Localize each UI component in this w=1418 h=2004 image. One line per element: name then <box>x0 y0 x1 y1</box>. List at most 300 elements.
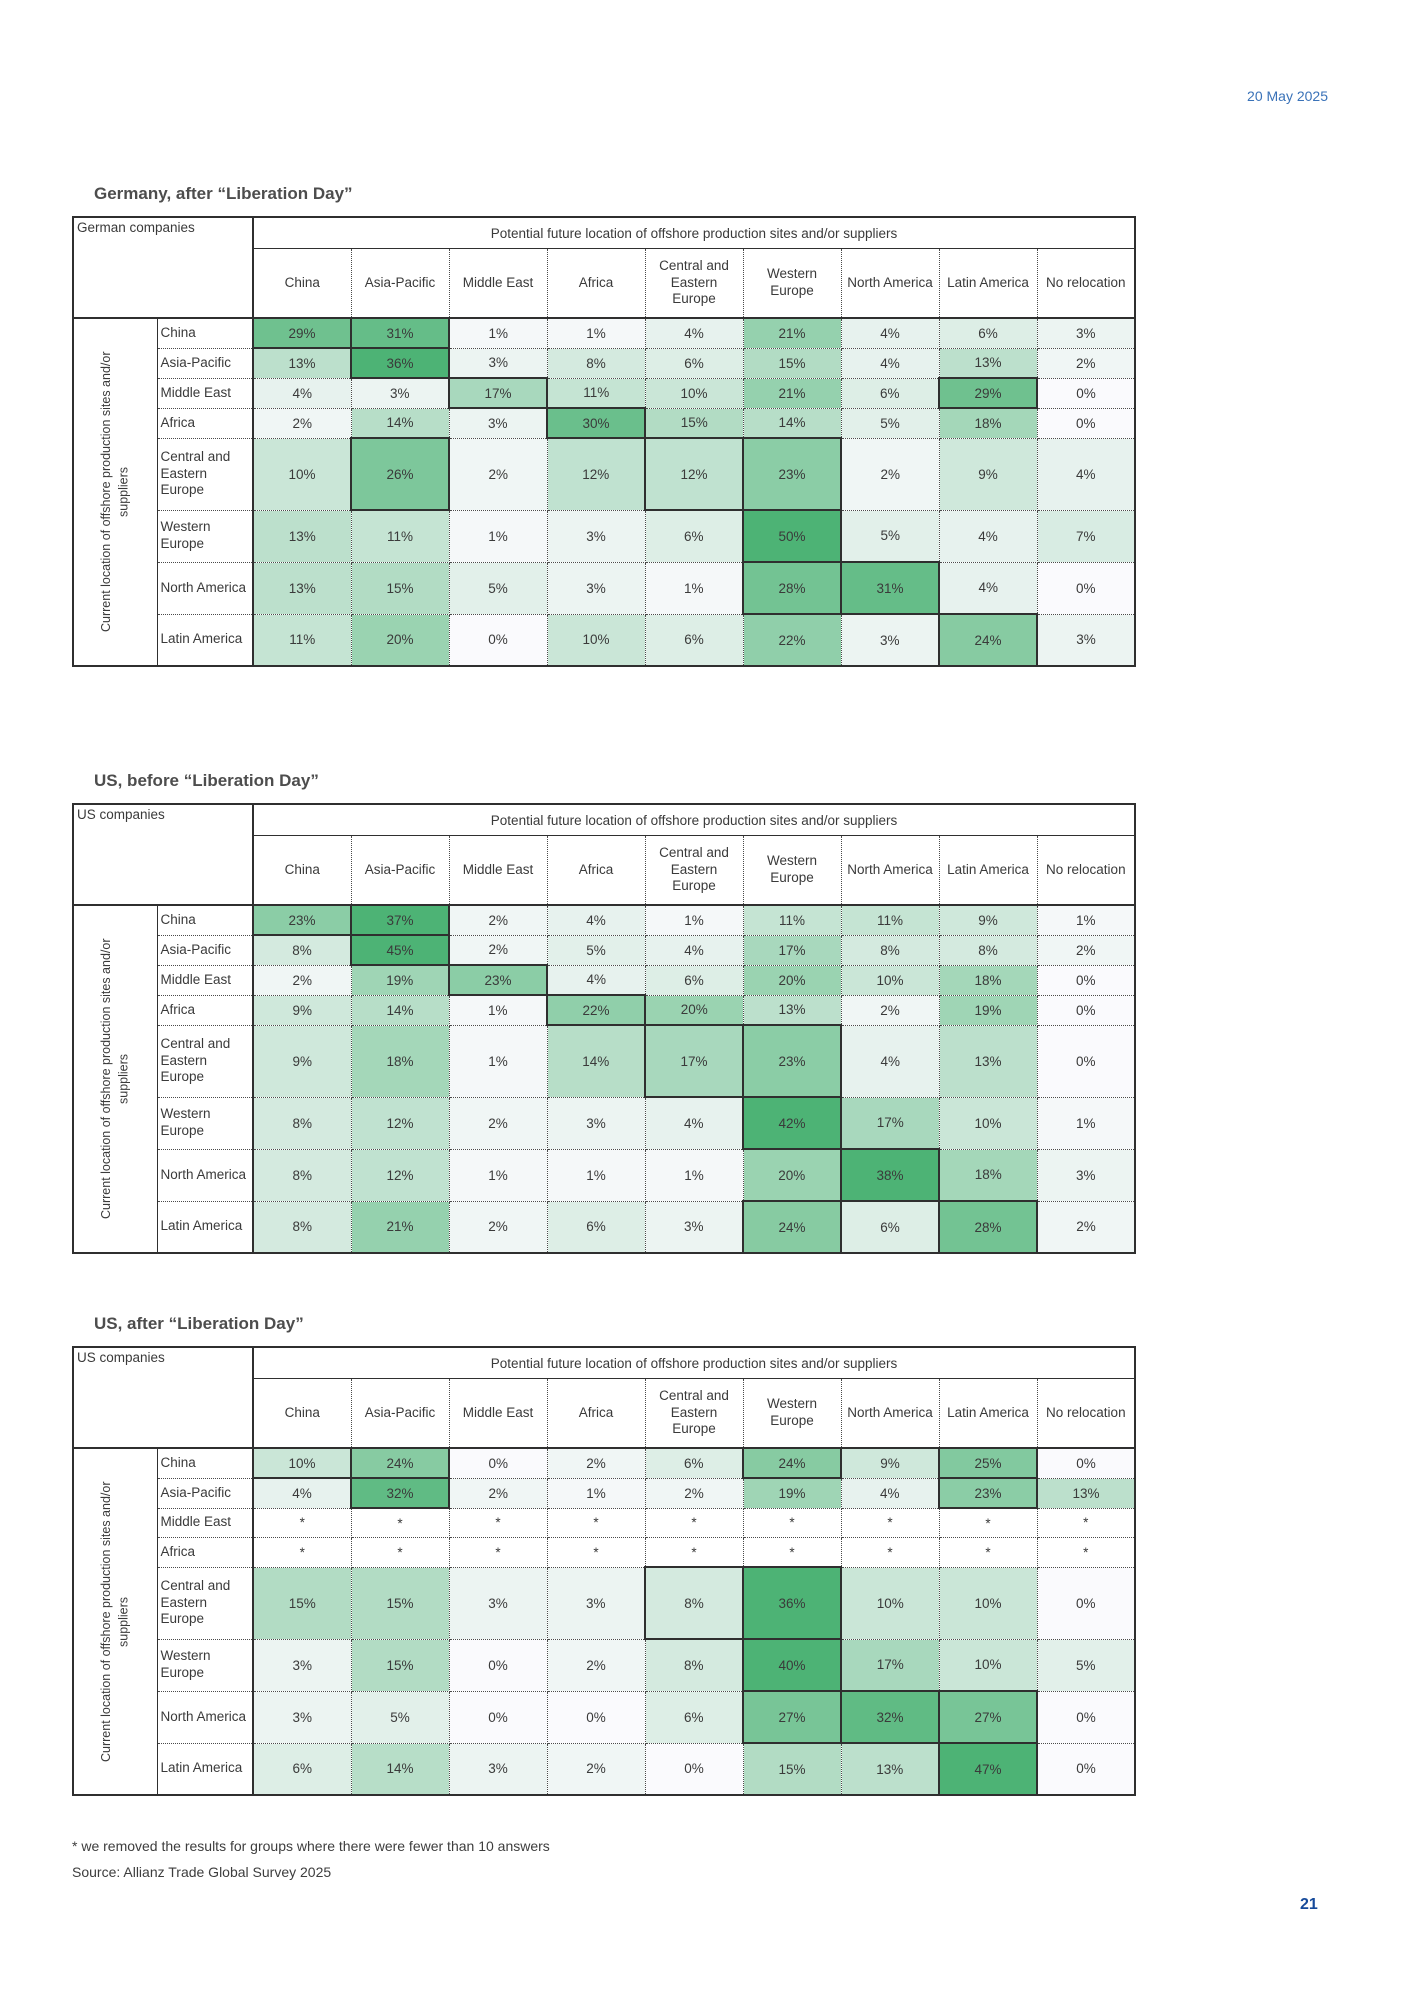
heat-cell: 13% <box>1037 1478 1135 1508</box>
heat-cell: 2% <box>449 1478 547 1508</box>
table-row <box>73 348 1135 378</box>
heat-cell: 22% <box>547 995 645 1025</box>
table-row <box>73 1691 1135 1743</box>
heatmap-grid <box>72 216 1136 667</box>
table-title-germany-after: Germany, after “Liberation Day” <box>94 184 353 203</box>
table-row <box>73 1567 1135 1639</box>
heat-cell: 17% <box>841 1639 939 1691</box>
heat-cell: 13% <box>743 995 841 1025</box>
column-header: North America <box>841 1379 939 1449</box>
table-row <box>73 438 1135 510</box>
heat-cell: 0% <box>547 1691 645 1743</box>
heat-cell: 10% <box>253 438 351 510</box>
page-number: 21 <box>1300 1896 1318 1913</box>
heat-cell: 2% <box>1037 935 1135 965</box>
heat-cell: 28% <box>939 1201 1037 1253</box>
row-label: Western Europe <box>157 1097 253 1149</box>
heat-cell: 14% <box>351 995 449 1025</box>
column-header: Asia-Pacific <box>351 836 449 906</box>
heat-cell: 27% <box>939 1691 1037 1743</box>
row-label: Latin America <box>157 1743 253 1795</box>
heat-cell: 9% <box>939 905 1037 935</box>
column-header: Latin America <box>939 1379 1037 1449</box>
column-header: Asia-Pacific <box>351 1379 449 1449</box>
column-header: Western Europe <box>743 836 841 906</box>
heat-cell: 12% <box>547 438 645 510</box>
row-label: Asia-Pacific <box>157 348 253 378</box>
table-row <box>73 1478 1135 1508</box>
row-label: North America <box>157 1149 253 1201</box>
heat-cell: 18% <box>939 408 1037 438</box>
heat-cell: 0% <box>1037 1743 1135 1795</box>
heat-cell: 3% <box>1037 1149 1135 1201</box>
heat-cell: 2% <box>253 965 351 995</box>
heat-cell: 3% <box>547 562 645 614</box>
heat-cell: 4% <box>645 935 743 965</box>
heat-cell: 3% <box>547 1567 645 1639</box>
heat-cell: * <box>449 1508 547 1538</box>
heat-cell: 8% <box>547 348 645 378</box>
table-row <box>73 1149 1135 1201</box>
heat-cell: 13% <box>939 348 1037 378</box>
heatmap-table-germany-after <box>72 216 1136 667</box>
column-header: Middle East <box>449 836 547 906</box>
heat-cell: 4% <box>939 510 1037 562</box>
heat-cell: 6% <box>645 614 743 666</box>
heat-cell: 1% <box>449 510 547 562</box>
heat-cell: 2% <box>449 935 547 965</box>
heat-cell: 20% <box>645 995 743 1025</box>
heat-cell: 15% <box>351 1567 449 1639</box>
heat-cell: 4% <box>841 1025 939 1097</box>
heat-cell: 2% <box>253 408 351 438</box>
heat-cell: 6% <box>645 965 743 995</box>
corner-label: US companies <box>73 804 253 905</box>
heat-cell: 13% <box>841 1743 939 1795</box>
column-header: No relocation <box>1037 249 1135 319</box>
row-label: China <box>157 905 253 935</box>
heat-cell: 6% <box>645 1691 743 1743</box>
heat-cell: 6% <box>939 318 1037 348</box>
heat-cell: 9% <box>253 1025 351 1097</box>
heat-cell: 24% <box>351 1448 449 1478</box>
heat-cell: 28% <box>743 562 841 614</box>
heat-cell: 2% <box>1037 348 1135 378</box>
heat-cell: 0% <box>1037 1691 1135 1743</box>
heat-cell: 6% <box>253 1743 351 1795</box>
heat-cell: 37% <box>351 905 449 935</box>
heat-cell: 3% <box>449 1567 547 1639</box>
heat-cell: 29% <box>253 318 351 348</box>
heat-cell: 3% <box>449 1743 547 1795</box>
heat-cell: 10% <box>939 1567 1037 1639</box>
row-label: Western Europe <box>157 510 253 562</box>
heat-cell: 23% <box>939 1478 1037 1508</box>
heat-cell: * <box>253 1508 351 1538</box>
heat-cell: 20% <box>743 965 841 995</box>
heat-cell: 0% <box>1037 408 1135 438</box>
heat-cell: 4% <box>547 905 645 935</box>
heat-cell: 6% <box>547 1201 645 1253</box>
heat-cell: 11% <box>743 905 841 935</box>
heat-cell: 9% <box>253 995 351 1025</box>
heat-cell: 2% <box>547 1639 645 1691</box>
heat-cell: 12% <box>351 1149 449 1201</box>
table-row <box>73 318 1135 348</box>
heat-cell: * <box>743 1538 841 1568</box>
table-row <box>73 1508 1135 1538</box>
column-header: North America <box>841 249 939 319</box>
heat-cell: * <box>939 1508 1037 1538</box>
heat-cell: 10% <box>547 614 645 666</box>
heat-cell: 23% <box>449 965 547 995</box>
column-header: Central and Eastern Europe <box>645 249 743 319</box>
current-location-side-label <box>73 318 157 666</box>
footnote: * we removed the results for groups where there were fewer than 10 answers <box>72 1838 550 1854</box>
heat-cell: * <box>841 1538 939 1568</box>
heat-cell: 5% <box>841 510 939 562</box>
heat-cell: 5% <box>547 935 645 965</box>
heat-cell: 4% <box>841 318 939 348</box>
table-row <box>73 965 1135 995</box>
heat-cell: 1% <box>547 1149 645 1201</box>
heat-cell: 3% <box>841 614 939 666</box>
heat-cell: 6% <box>645 348 743 378</box>
heat-cell: 3% <box>1037 614 1135 666</box>
heat-cell: 15% <box>743 348 841 378</box>
heat-cell: 4% <box>547 965 645 995</box>
heat-cell: * <box>449 1538 547 1568</box>
column-header: Africa <box>547 1379 645 1449</box>
column-header: China <box>253 1379 351 1449</box>
heat-cell: 30% <box>547 408 645 438</box>
row-label: North America <box>157 1691 253 1743</box>
heat-cell: 14% <box>743 408 841 438</box>
heat-cell: 1% <box>1037 1097 1135 1149</box>
heat-cell: 14% <box>351 1743 449 1795</box>
heat-cell: 18% <box>939 965 1037 995</box>
table-row <box>73 408 1135 438</box>
heat-cell: 8% <box>253 1097 351 1149</box>
heat-cell: 10% <box>841 965 939 995</box>
heat-cell: 50% <box>743 510 841 562</box>
row-label: Asia-Pacific <box>157 1478 253 1508</box>
heat-cell: 2% <box>449 438 547 510</box>
heat-cell: * <box>645 1538 743 1568</box>
heat-cell: 0% <box>449 614 547 666</box>
heatmap-grid <box>72 1346 1136 1796</box>
row-label: Western Europe <box>157 1639 253 1691</box>
heat-cell: 11% <box>253 614 351 666</box>
table-row <box>73 1025 1135 1097</box>
heat-cell: 3% <box>253 1639 351 1691</box>
heat-cell: 15% <box>351 1639 449 1691</box>
heat-cell: 1% <box>547 318 645 348</box>
heat-cell: 13% <box>253 510 351 562</box>
heat-cell: 11% <box>841 905 939 935</box>
heat-cell: 47% <box>939 1743 1037 1795</box>
table-row <box>73 935 1135 965</box>
column-header: North America <box>841 836 939 906</box>
heat-cell: 1% <box>449 1025 547 1097</box>
column-header: No relocation <box>1037 836 1135 906</box>
current-location-side-label-text: Current location of offshore production sites and/or suppliers <box>98 938 131 1220</box>
heat-cell: * <box>351 1508 449 1538</box>
table-row <box>73 614 1135 666</box>
table-row <box>73 1639 1135 1691</box>
row-label: Central and Eastern Europe <box>157 438 253 510</box>
heat-cell: 5% <box>449 562 547 614</box>
heat-cell: 4% <box>939 562 1037 614</box>
column-header: Latin America <box>939 836 1037 906</box>
heat-cell: 9% <box>939 438 1037 510</box>
table-row <box>73 510 1135 562</box>
heat-cell: 0% <box>1037 378 1135 408</box>
heatmap-grid <box>72 803 1136 1254</box>
heat-cell: 1% <box>449 1149 547 1201</box>
heat-cell: 36% <box>743 1567 841 1639</box>
heat-cell: 8% <box>253 1149 351 1201</box>
heat-cell: 2% <box>449 1201 547 1253</box>
heat-cell: 1% <box>449 995 547 1025</box>
row-label: Asia-Pacific <box>157 935 253 965</box>
heat-cell: 8% <box>939 935 1037 965</box>
heat-cell: 21% <box>743 318 841 348</box>
column-header: Western Europe <box>743 249 841 319</box>
heat-cell: 4% <box>253 1478 351 1508</box>
heat-cell: 6% <box>645 1448 743 1478</box>
heat-cell: 4% <box>841 1478 939 1508</box>
corner-label: US companies <box>73 1347 253 1448</box>
heat-cell: 12% <box>351 1097 449 1149</box>
heat-cell: 23% <box>253 905 351 935</box>
heat-cell: 2% <box>547 1448 645 1478</box>
heat-cell: 2% <box>841 995 939 1025</box>
row-label: Middle East <box>157 378 253 408</box>
heat-cell: 23% <box>743 438 841 510</box>
heat-cell: 0% <box>1037 965 1135 995</box>
heat-cell: 3% <box>645 1201 743 1253</box>
column-header: Central and Eastern Europe <box>645 836 743 906</box>
heat-cell: 42% <box>743 1097 841 1149</box>
heat-cell: 31% <box>351 318 449 348</box>
row-label: Central and Eastern Europe <box>157 1025 253 1097</box>
heat-cell: * <box>939 1538 1037 1568</box>
heat-cell: 18% <box>351 1025 449 1097</box>
heat-cell: * <box>1037 1538 1135 1568</box>
column-header: Middle East <box>449 249 547 319</box>
table-row <box>73 1743 1135 1795</box>
column-header: China <box>253 836 351 906</box>
potential-location-header: Potential future location of offshore production sites and/or suppliers <box>253 1347 1135 1379</box>
heat-cell: 4% <box>841 348 939 378</box>
heat-cell: 0% <box>449 1448 547 1478</box>
heat-cell: 12% <box>645 438 743 510</box>
heat-cell: 0% <box>1037 995 1135 1025</box>
heat-cell: 2% <box>645 1478 743 1508</box>
heatmap-table-us-after <box>72 1346 1136 1796</box>
table-title-us-after: US, after “Liberation Day” <box>94 1314 304 1333</box>
row-label: Africa <box>157 408 253 438</box>
heat-cell: 20% <box>351 614 449 666</box>
table-row <box>73 1538 1135 1568</box>
page-content <box>72 0 1136 1880</box>
heat-cell: 4% <box>645 1097 743 1149</box>
heat-cell: 0% <box>449 1691 547 1743</box>
heat-cell: 6% <box>841 1201 939 1253</box>
table-row <box>73 1097 1135 1149</box>
heat-cell: * <box>253 1538 351 1568</box>
heat-cell: 3% <box>1037 318 1135 348</box>
heat-cell: 0% <box>1037 1448 1135 1478</box>
column-header: Asia-Pacific <box>351 249 449 319</box>
heat-cell: 38% <box>841 1149 939 1201</box>
heat-cell: 36% <box>351 348 449 378</box>
heat-cell: 14% <box>547 1025 645 1097</box>
heat-cell: 1% <box>547 1478 645 1508</box>
heat-cell: 2% <box>841 438 939 510</box>
heat-cell: 3% <box>547 510 645 562</box>
heat-cell: 17% <box>645 1025 743 1097</box>
heat-cell: 6% <box>645 510 743 562</box>
report-date: 20 May 2025 <box>1247 88 1328 104</box>
row-label: Latin America <box>157 614 253 666</box>
heat-cell: 8% <box>645 1639 743 1691</box>
heat-cell: 17% <box>449 378 547 408</box>
column-header: China <box>253 249 351 319</box>
potential-location-header: Potential future location of offshore production sites and/or suppliers <box>253 804 1135 836</box>
heat-cell: 13% <box>253 562 351 614</box>
heat-cell: 8% <box>253 1201 351 1253</box>
column-header: No relocation <box>1037 1379 1135 1449</box>
heat-cell: 19% <box>743 1478 841 1508</box>
heat-cell: 11% <box>351 510 449 562</box>
heat-cell: 21% <box>351 1201 449 1253</box>
heat-cell: * <box>645 1508 743 1538</box>
column-header: Africa <box>547 836 645 906</box>
heatmap-table-us-before <box>72 803 1136 1254</box>
heat-cell: 2% <box>449 1097 547 1149</box>
heat-cell: 21% <box>743 378 841 408</box>
heat-cell: 14% <box>351 408 449 438</box>
heat-cell: 10% <box>645 378 743 408</box>
heat-cell: 20% <box>743 1149 841 1201</box>
heat-cell: 3% <box>547 1097 645 1149</box>
heat-cell: 15% <box>743 1743 841 1795</box>
source-line: Source: Allianz Trade Global Survey 2025 <box>72 1864 332 1880</box>
heat-cell: 26% <box>351 438 449 510</box>
heat-cell: 15% <box>253 1567 351 1639</box>
table-row <box>73 378 1135 408</box>
potential-location-header: Potential future location of offshore production sites and/or suppliers <box>253 217 1135 249</box>
heat-cell: 6% <box>841 378 939 408</box>
row-label: Africa <box>157 995 253 1025</box>
heat-cell: 9% <box>841 1448 939 1478</box>
heat-cell: 29% <box>939 378 1037 408</box>
heat-cell: 3% <box>449 348 547 378</box>
heat-cell: 5% <box>1037 1639 1135 1691</box>
heat-cell: 0% <box>449 1639 547 1691</box>
heat-cell: 3% <box>449 408 547 438</box>
heat-cell: 10% <box>253 1448 351 1478</box>
row-label: North America <box>157 562 253 614</box>
heat-cell: 1% <box>645 1149 743 1201</box>
table-row <box>73 905 1135 935</box>
heat-cell: * <box>351 1538 449 1568</box>
heat-cell: 40% <box>743 1639 841 1691</box>
heat-cell: 7% <box>1037 510 1135 562</box>
heat-cell: 32% <box>351 1478 449 1508</box>
heat-cell: 2% <box>1037 1201 1135 1253</box>
column-header: Central and Eastern Europe <box>645 1379 743 1449</box>
heat-cell: 10% <box>841 1567 939 1639</box>
heat-cell: 27% <box>743 1691 841 1743</box>
heat-cell: 17% <box>841 1097 939 1149</box>
column-header: Middle East <box>449 1379 547 1449</box>
heat-cell: * <box>841 1508 939 1538</box>
heat-cell: * <box>743 1508 841 1538</box>
current-location-side-label <box>73 905 157 1253</box>
heat-cell: 23% <box>743 1025 841 1097</box>
heat-cell: 19% <box>351 965 449 995</box>
current-location-side-label-text: Current location of offshore production sites and/or suppliers <box>98 351 131 633</box>
row-label: Latin America <box>157 1201 253 1253</box>
row-label: Central and Eastern Europe <box>157 1567 253 1639</box>
column-header: Western Europe <box>743 1379 841 1449</box>
heat-cell: 3% <box>351 378 449 408</box>
heat-cell: 25% <box>939 1448 1037 1478</box>
heat-cell: 22% <box>743 614 841 666</box>
heat-cell: 24% <box>743 1201 841 1253</box>
table-row <box>73 1201 1135 1253</box>
heat-cell: 1% <box>645 562 743 614</box>
heat-cell: 3% <box>253 1691 351 1743</box>
heat-cell: 2% <box>547 1743 645 1795</box>
heat-cell: 0% <box>1037 1025 1135 1097</box>
row-label: Middle East <box>157 1508 253 1538</box>
heat-cell: 4% <box>253 378 351 408</box>
heat-cell: 0% <box>1037 1567 1135 1639</box>
heat-cell: 19% <box>939 995 1037 1025</box>
row-label: China <box>157 318 253 348</box>
table-row <box>73 995 1135 1025</box>
current-location-side-label <box>73 1448 157 1795</box>
heat-cell: 2% <box>449 905 547 935</box>
heat-cell: 45% <box>351 935 449 965</box>
heat-cell: 4% <box>645 318 743 348</box>
heat-cell: 5% <box>351 1691 449 1743</box>
heat-cell: 0% <box>1037 562 1135 614</box>
heat-cell: 15% <box>645 408 743 438</box>
heat-cell: 8% <box>645 1567 743 1639</box>
table-row <box>73 562 1135 614</box>
column-header: Africa <box>547 249 645 319</box>
heat-cell: * <box>547 1508 645 1538</box>
heat-cell: 13% <box>253 348 351 378</box>
heat-cell: 24% <box>743 1448 841 1478</box>
table-row <box>73 1448 1135 1478</box>
row-label: Africa <box>157 1538 253 1568</box>
heat-cell: * <box>547 1538 645 1568</box>
heat-cell: 5% <box>841 408 939 438</box>
heat-cell: 4% <box>1037 438 1135 510</box>
row-label: China <box>157 1448 253 1478</box>
heat-cell: 11% <box>547 378 645 408</box>
heat-cell: 17% <box>743 935 841 965</box>
heat-cell: 8% <box>253 935 351 965</box>
heat-cell: 15% <box>351 562 449 614</box>
row-label: Middle East <box>157 965 253 995</box>
